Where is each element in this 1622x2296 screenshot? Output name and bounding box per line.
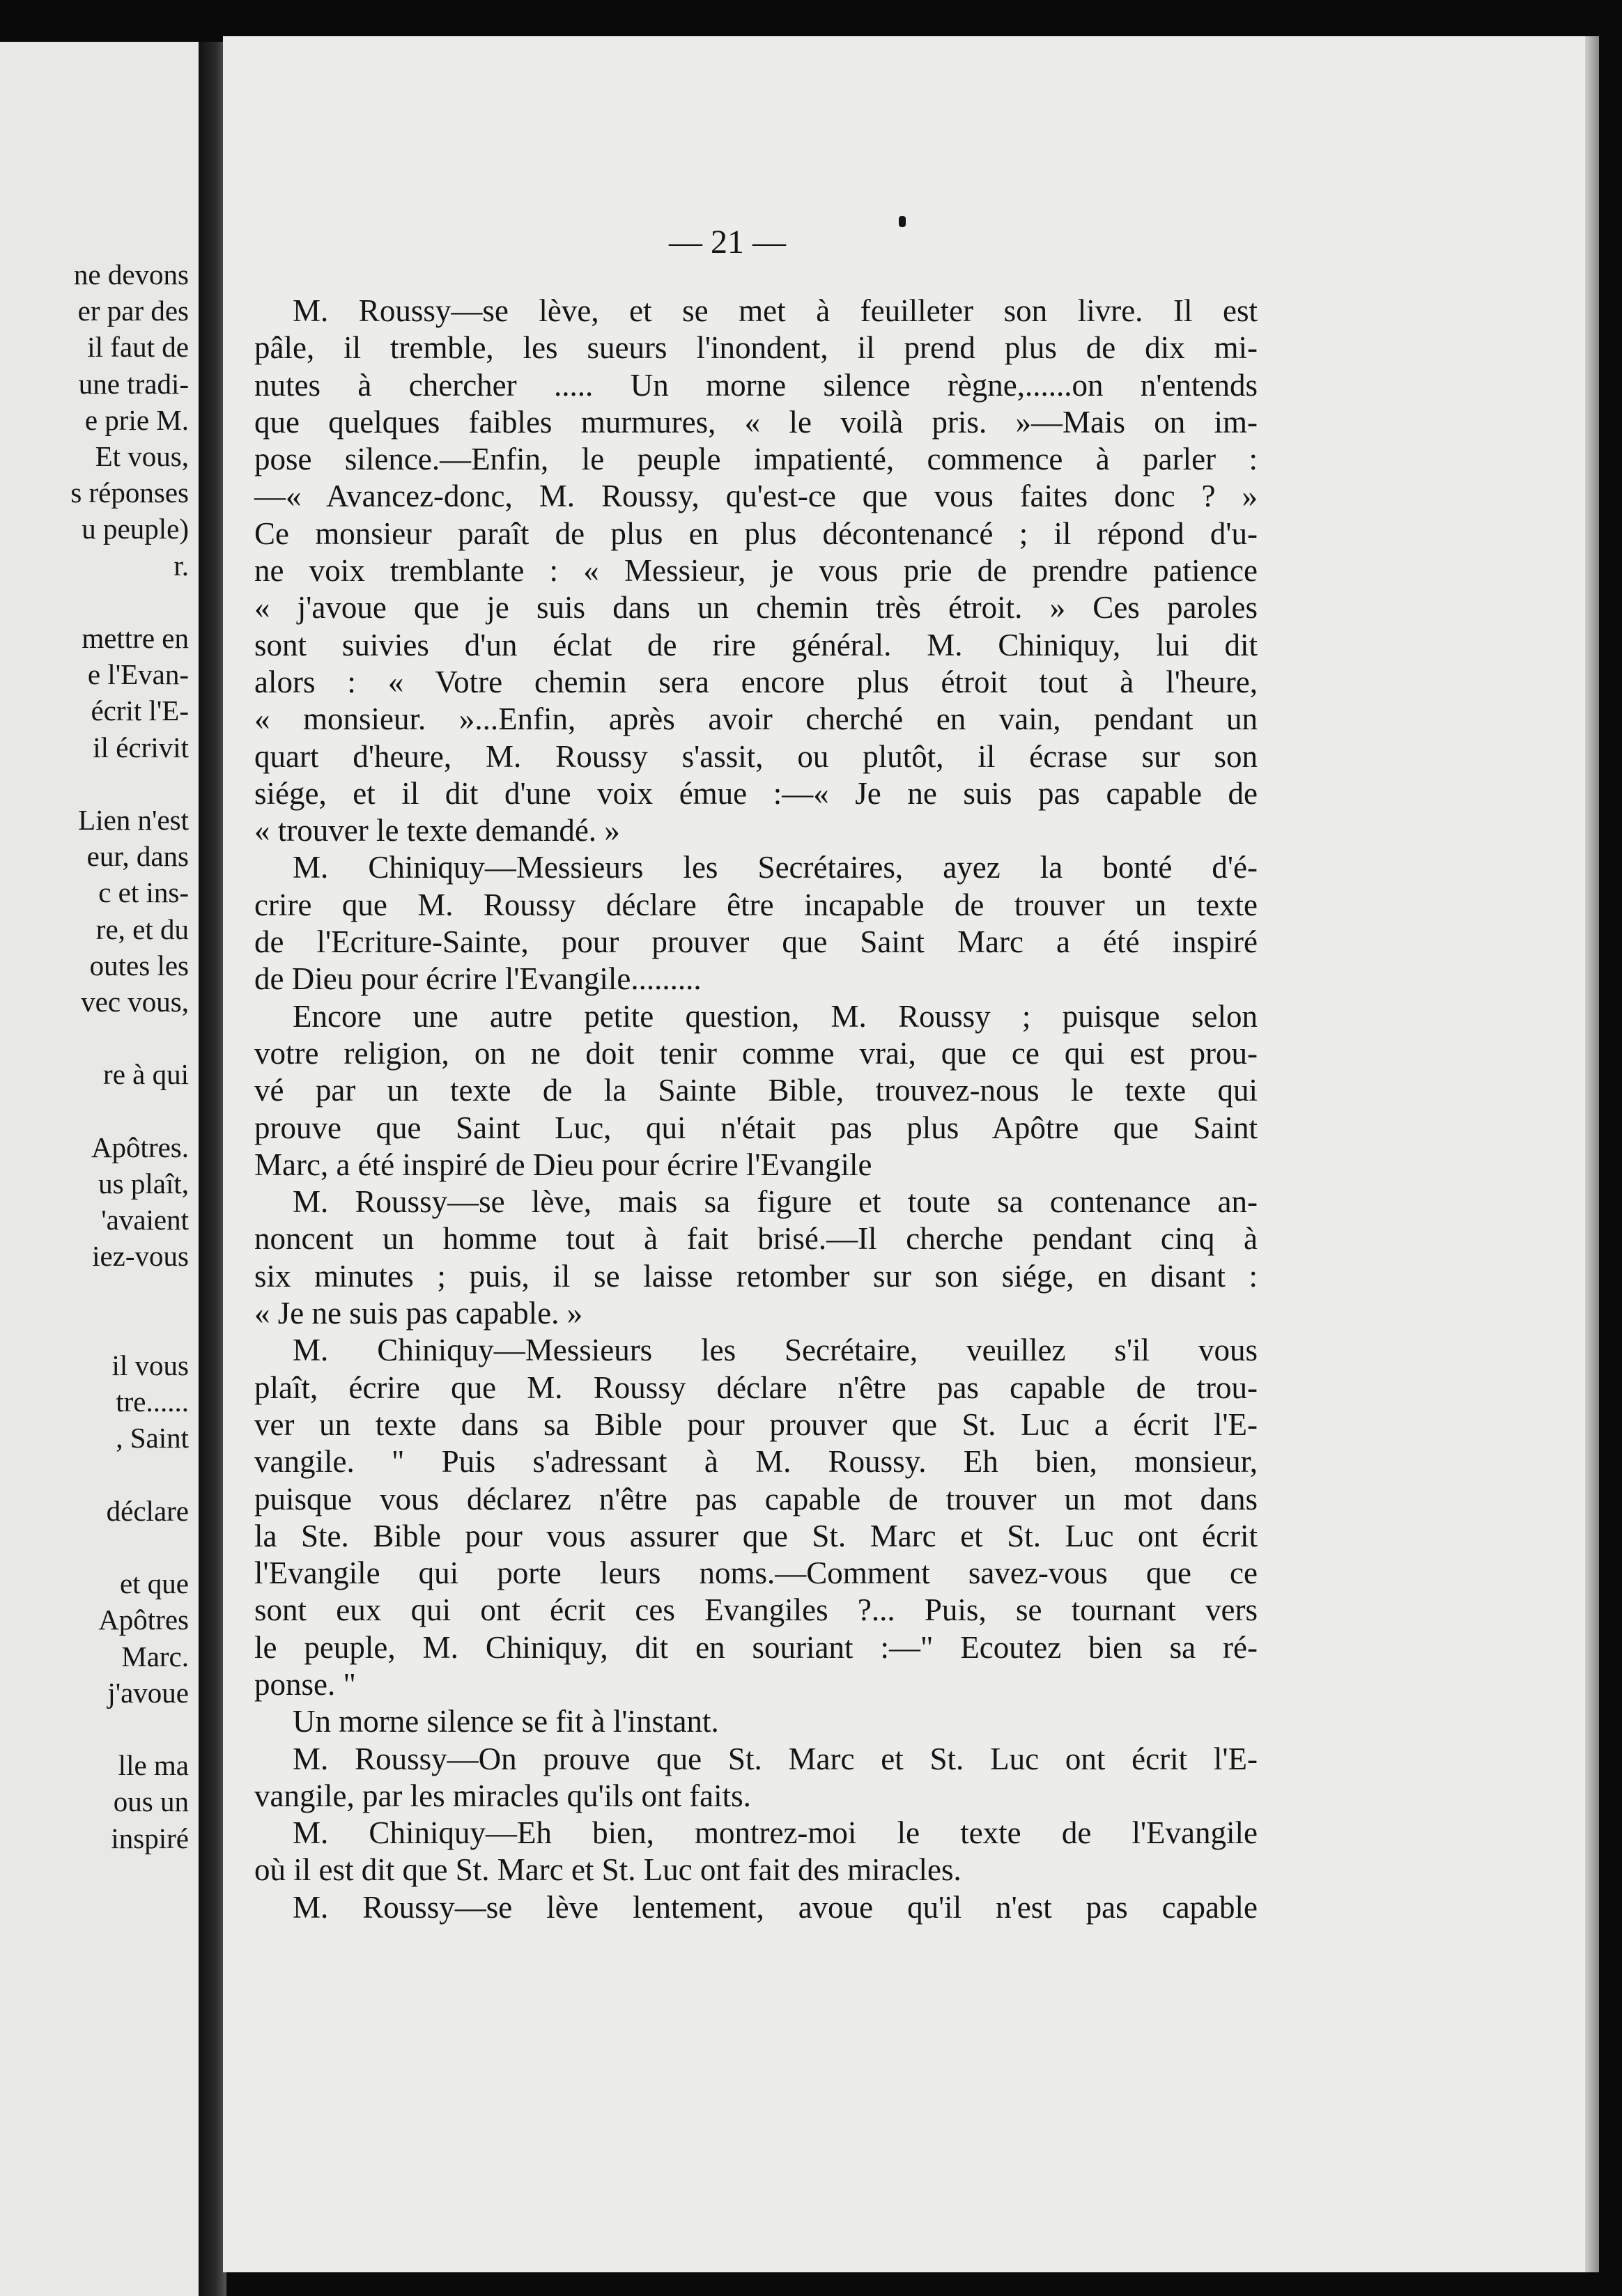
left-page-line: tre......: [116, 1386, 189, 1418]
left-page-line: re à qui: [103, 1058, 189, 1091]
text-line: vangile. " Puis s'adressant à M. Roussy. Eh bien, monsieur,: [254, 1444, 1258, 1480]
text-line: noncent un homme tout à fait brisé.—Il cherche pendant cinq à: [254, 1221, 1258, 1257]
text-line: que quelques faibles murmures, « le voilà pris. »—Mais on im-: [254, 404, 1258, 440]
left-page-line: déclare: [106, 1494, 189, 1527]
text-line: sont eux qui ont écrit ces Evangiles ?... Puis, se tournant vers: [254, 1592, 1258, 1628]
text-line: prouve que Saint Luc, qui n'était pas plus Apôtre que Saint: [254, 1110, 1258, 1145]
left-page-line: ous un: [113, 1785, 189, 1818]
text-line: crire que M. Roussy déclare être incapable de trouver un texte: [254, 887, 1258, 922]
text-line: pâle, il tremble, les sueurs l'inondent, il prend plus de dix mi-: [254, 330, 1258, 366]
text-line: Un morne silence se fit à l'instant.: [293, 1704, 719, 1739]
text-line: plaît, écrire que M. Roussy déclare n'être pas capable de trou-: [254, 1370, 1258, 1405]
left-page-line: eur, dans: [86, 840, 189, 873]
text-line: Marc, a été inspiré de Dieu pour écrire l'Evangile: [254, 1147, 872, 1182]
left-page-line: il faut de: [87, 331, 189, 364]
page-edge: [1585, 36, 1599, 2272]
text-line: votre religion, on ne doit tenir comme vrai, que ce qui est prou-: [254, 1035, 1258, 1071]
book-gutter: [199, 42, 226, 2296]
text-line: alors : « Votre chemin sera encore plus étroit tout à l'heure,: [254, 664, 1258, 699]
text-line: vé par un texte de la Sainte Bible, trouvez-nous le texte qui: [254, 1073, 1258, 1108]
left-page-line: r.: [173, 549, 189, 582]
left-page-fragment: [0, 42, 199, 2296]
left-page-line: outes les: [89, 949, 189, 982]
left-page-line: s réponses: [70, 476, 189, 509]
text-line: « trouver le texte demandé. »: [254, 813, 620, 848]
left-page-line: ne devons: [73, 258, 189, 290]
text-line: Encore une autre petite question, M. Roussy ; puisque selon: [293, 998, 1258, 1034]
left-page-line: c et ins-: [98, 876, 189, 909]
text-line: le peuple, M. Chiniquy, dit en souriant :—" Ecoutez bien sa ré-: [254, 1629, 1258, 1665]
left-page-line: vec vous,: [81, 986, 189, 1018]
left-page-line: mettre en: [82, 622, 189, 654]
body-text: [254, 293, 1258, 1926]
text-line: « monsieur. »...Enfin, après avoir cherché en vain, pendant un: [254, 701, 1258, 737]
text-line: siége, et il dit d'une voix émue :—« Je ne suis pas capable de: [254, 775, 1258, 811]
text-line: pose silence.—Enfin, le peuple impatienté, commence à parler :: [254, 442, 1258, 477]
text-line: quart d'heure, M. Roussy s'assit, ou plutôt, il écrase sur son: [254, 738, 1258, 774]
text-line: M. Roussy—se lève, et se met à feuilleter son livre. Il est: [293, 293, 1258, 328]
text-line: vangile, par les miracles qu'ils ont faits.: [254, 1778, 751, 1813]
text-line: ver un texte dans sa Bible pour prouver que St. Luc a écrit l'E-: [254, 1406, 1258, 1442]
text-line: « j'avoue que je suis dans un chemin très étroit. » Ces paroles: [254, 590, 1258, 626]
text-line: nutes à chercher ..... Un morne silence règne,......on n'entends: [254, 367, 1258, 403]
left-page-line: lle ma: [118, 1749, 189, 1782]
left-page-line: Apôtres: [98, 1604, 189, 1636]
left-page-line: u peuple): [82, 513, 189, 545]
page-number: — 21 —: [669, 224, 786, 261]
text-line: Ce monsieur paraît de plus en plus décontenancé ; il répond d'u-: [254, 515, 1258, 551]
text-line: six minutes ; puis, il se laisse retomber sur son siége, en disant :: [254, 1258, 1258, 1294]
text-line: ponse. ": [254, 1666, 356, 1702]
text-line: l'Evangile qui porte leurs noms.—Comment savez-vous que ce: [254, 1556, 1258, 1591]
left-page-line: e l'Evan-: [87, 658, 189, 691]
text-line: « Je ne suis pas capable. »: [254, 1296, 583, 1331]
text-line: —« Avancez-donc, M. Roussy, qu'est-ce que vous faites donc ? »: [254, 479, 1258, 514]
left-page-line: écrit l'E-: [91, 695, 189, 727]
left-page-line: Marc.: [121, 1640, 189, 1673]
left-page-line: et que: [119, 1567, 189, 1600]
left-page-line: re, et du: [95, 913, 189, 945]
text-line: de Dieu pour écrire l'Evangile.........: [254, 961, 702, 997]
left-page-line: , Saint: [116, 1422, 189, 1455]
text-line: sont suivies d'un éclat de rire général. M. Chiniquy, lui dit: [254, 627, 1258, 662]
left-page-line: inspiré: [111, 1822, 189, 1854]
text-line: puisque vous déclarez n'être pas capable de trouver un mot dans: [254, 1481, 1258, 1517]
text-line: où il est dit que St. Marc et St. Luc ont fait des miracles.: [254, 1852, 961, 1888]
left-page-line: Lien n'est: [78, 804, 189, 836]
text-line: ne voix tremblante : « Messieur, je vous prie de prendre patience: [254, 553, 1258, 589]
left-page-line: 'avaient: [101, 1204, 189, 1236]
ink-speck: [899, 216, 906, 227]
text-line: M. Chiniquy—Eh bien, montrez-moi le texte de l'Evangile: [293, 1815, 1258, 1851]
left-page-line: une tradi-: [78, 367, 189, 400]
text-line: M. Roussy—se lève, mais sa figure et toute sa contenance an-: [293, 1184, 1258, 1220]
text-line: M. Roussy—On prouve que St. Marc et St. Luc ont écrit l'E-: [293, 1741, 1258, 1776]
left-page-line: Apôtres.: [91, 1131, 189, 1163]
left-page-line: Et vous,: [95, 440, 189, 472]
left-page-line: j'avoue: [107, 1676, 189, 1709]
text-line: M. Chiniquy—Messieurs les Secrétaire, veuillez s'il vous: [293, 1333, 1258, 1368]
text-line: la Ste. Bible pour vous assurer que St. Marc et St. Luc ont écrit: [254, 1518, 1258, 1553]
left-page-line: il écrivit: [93, 731, 189, 763]
left-page-line: il vous: [111, 1349, 189, 1381]
text-line: M. Roussy—se lève lentement, avoue qu'il n'est pas capable: [293, 1889, 1258, 1925]
text-line: de l'Ecriture-Sainte, pour prouver que Saint Marc a été inspiré: [254, 924, 1258, 960]
left-page-line: iez-vous: [92, 1240, 189, 1273]
left-page-line: er par des: [77, 295, 189, 327]
text-line: M. Chiniquy—Messieurs les Secrétaires, ayez la bonté d'é-: [293, 850, 1258, 885]
left-page-line: e prie M.: [84, 403, 189, 436]
left-page-line: us plaît,: [98, 1168, 189, 1200]
